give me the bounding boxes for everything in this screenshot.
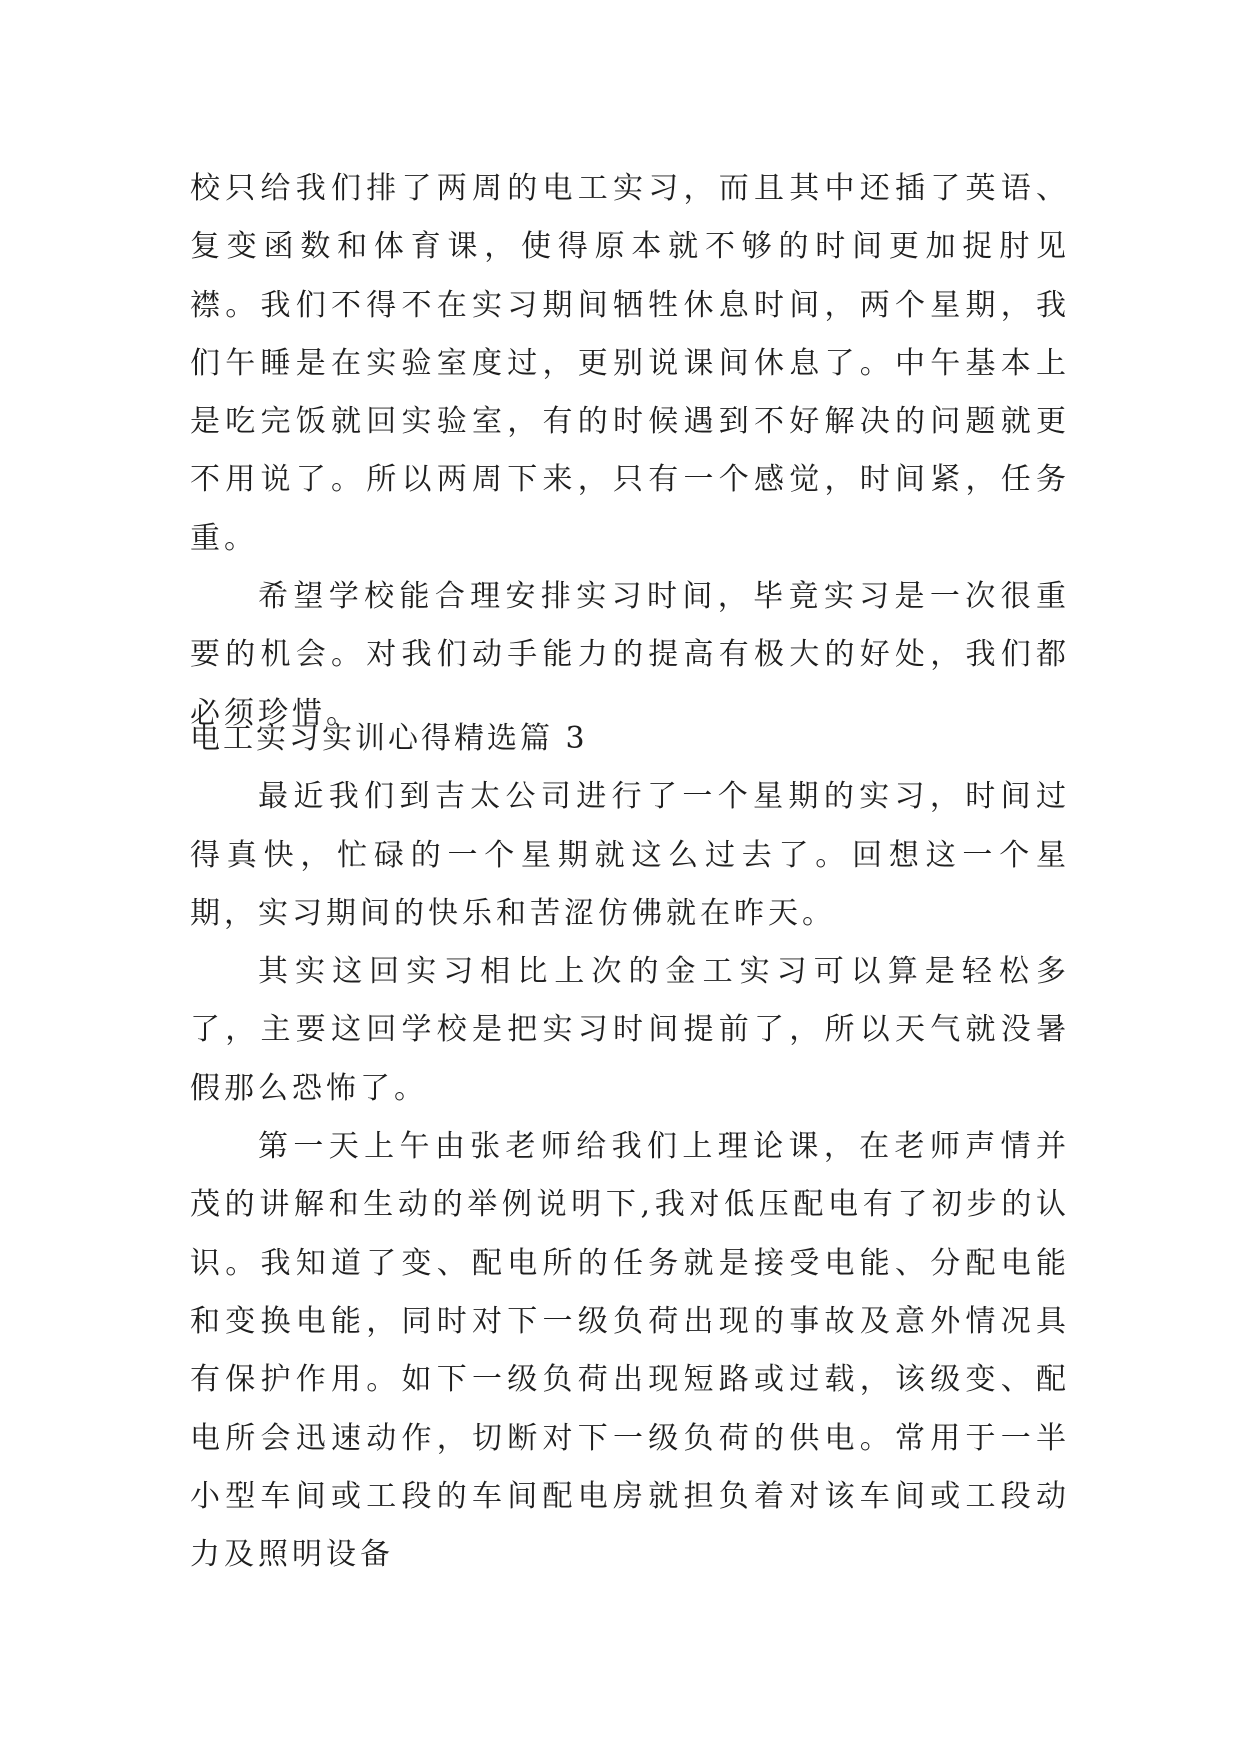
paragraph-4: 其实这回实习相比上次的金工实习可以算是轻松多了，主要这回学校是把实习时间提前了，所以天气就没暑假那么恐怖了。 <box>190 954 1070 1106</box>
paragraph-3: 最近我们到吉太公司进行了一个星期的实习，时间过得真快，忙碌的一个星期就这么过去了。回想这一个星期，实习期间的快乐和苦涩仿佛就在昨天。 <box>190 779 1070 931</box>
paragraph-5: 第一天上午由张老师给我们上理论课，在老师声情并茂的讲解和生动的举例说明下,我对低压配电有了初步的认识。我知道了变、配电所的任务就是接受电能、分配电能和变换电能，同时对下一级负荷出现的事故及意外情况具有保护作用。如下一级负荷出现短路或过载，该级变、配电所会迅速动作，切断对下一级负荷的供电。常用于一半小型车间或工段的车间配电房就担负着对该车间或工段动力及照明设备 <box>190 1129 1070 1573</box>
section-heading: 电工实习实训心得精选篇 3 <box>190 721 588 756</box>
body-text-top <box>190 160 1070 743</box>
paragraph-2: 希望学校能合理安排实习时间，毕竟实习是一次很重要的机会。对我们动手能力的提高有极大的好处，我们都必须珍惜。 <box>190 579 1070 731</box>
paragraph-1: 校只给我们排了两周的电工实习，而且其中还插了英语、复变函数和体育课，使得原本就不够的时间更加捉肘见襟。我们不得不在实习期间牺牲休息时间，两个星期，我们午睡是在实验室度过，更别说课间休息了。中午基本上是吃完饭就回实验室，有的时候遇到不好解决的问题就更不用说了。所以两周下来，只有一个感觉，时间紧，任务重。 <box>190 171 1070 556</box>
body-text-bottom <box>190 710 1070 1584</box>
